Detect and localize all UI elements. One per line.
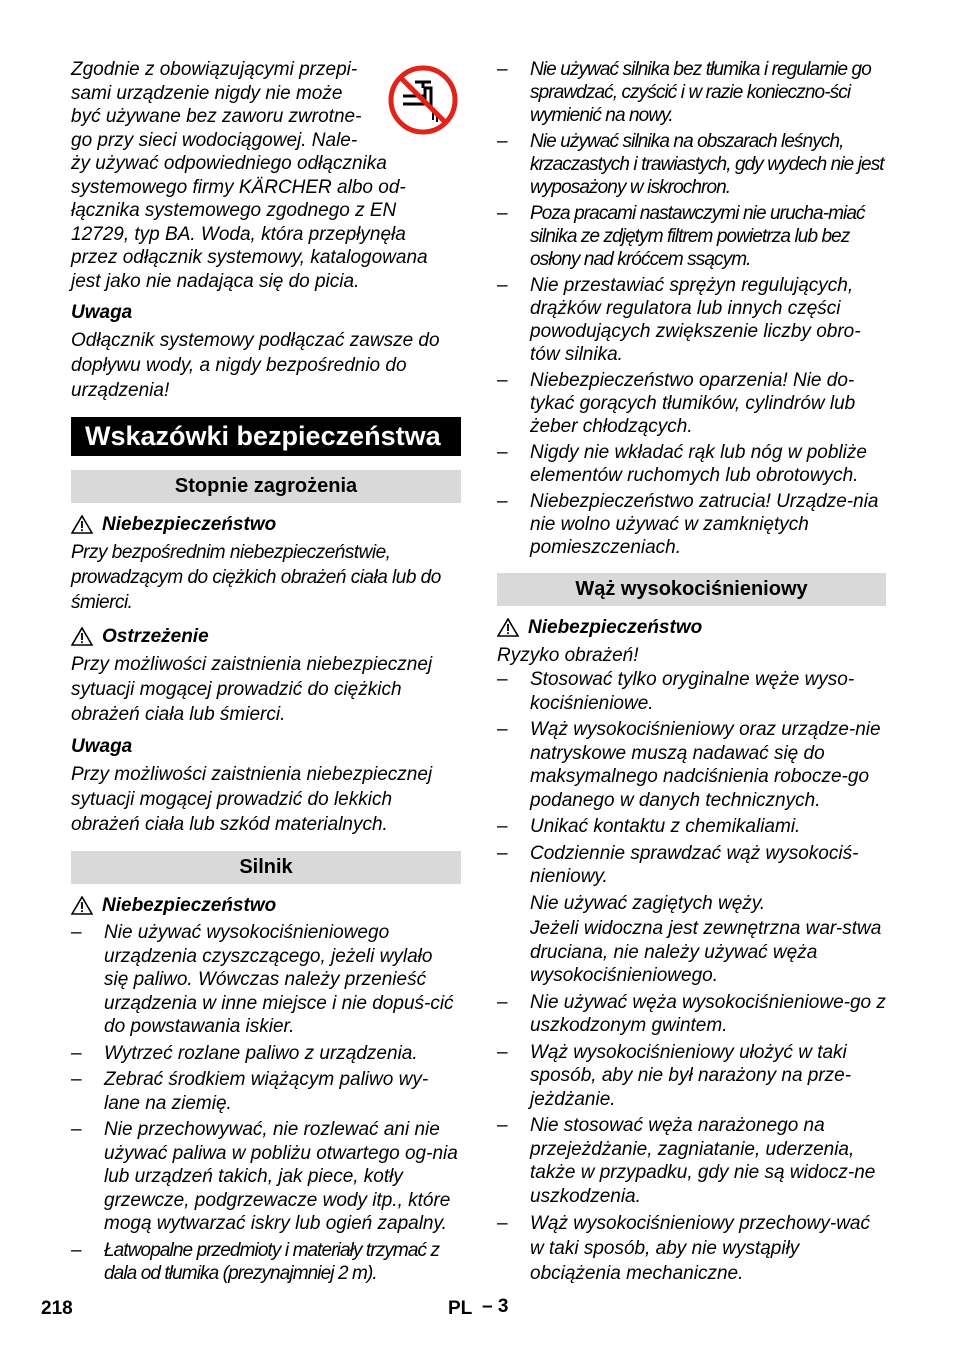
intro-line: przez odłącznik systemowy, katalogowana	[71, 247, 428, 268]
list-item: – Nie używać wysokociśnieniowego urządzenia czyszczącego, jeżeli wylało się paliwo. Wówczas należy przenieść urządzenia w inne miejsce i nie dopuś-cić do powstawania iskier.	[71, 922, 454, 1037]
warning-triangle-icon	[71, 627, 93, 646]
list-item: – Nie używać silnika bez tłumika i regularnie go sprawdzać, czyścić i w razie konieczno-ści wymienić na nowy.	[497, 59, 871, 126]
danger-label: Niebezpieczeństwo	[102, 514, 277, 535]
danger-heading	[71, 513, 461, 536]
intro-line: Zgodnie z obowiązującymi przepi-	[71, 59, 358, 80]
intro-section	[71, 58, 461, 293]
list-item: – Niebezpieczeństwo oparzenia! Nie do-tykać gorących tłumików, cylindrów lub żeber chłodzących.	[497, 370, 856, 437]
list-item: – Nigdy nie wkładać rąk lub nóg w pobliże elementów ruchomych lub obrotowych.	[497, 442, 867, 486]
list-item: – Poza pracami nastawczymi nie urucha-miać silnika ze zdjętym filtrem powietrza lub bez osłony nad króćcem ssącym.	[497, 203, 865, 270]
intro-line: 12729, typ BA. Woda, która przepłynęła	[71, 223, 406, 245]
list-item: – Zebrać środkiem wiążącym paliwo wy-lane na ziemię.	[71, 1069, 429, 1114]
intro-line: ży używać odpowiedniego odłącznika	[71, 153, 387, 174]
list-item: – Nie używać silnika na obszarach leśnych, krzaczastych i trawiastych, gdy wydech nie jest wyposażony w iskrochron.	[497, 131, 884, 198]
list-item: – Nie stosować węża narażonego na przejeżdżanie, zagniatanie, uderzenia, także w przypadku, gdy nie są widocz-ne uszkodzenia.	[497, 1115, 876, 1207]
warning-text: Przy możliwości zaistnienia niebezpiecznej sytuacji mogącej prowadzić do ciężkich obrażeń ciała lub śmierci.	[71, 654, 433, 725]
note-label: Uwaga	[71, 302, 133, 323]
hose-danger-label: Niebezpieczeństwo	[528, 617, 703, 638]
note-text: Odłącznik systemowy podłączać zawsze do dopływu wody, a nigdy bezpośrednio do urządzenia!	[71, 330, 440, 401]
list-item: – Wąż wysokociśnieniowy ułożyć w taki sposób, aby nie był narażony na prze-jeżdżanie.	[497, 1041, 852, 1110]
warning-triangle-icon	[71, 896, 93, 915]
intro-line: sami urządzenie nigdy nie może	[71, 82, 343, 104]
subsection-title-hazard-levels: Stopnie zagrożenia	[71, 470, 461, 503]
list-item: – Wytrzeć rozlane paliwo z urządzenia.	[71, 1042, 418, 1064]
hose-list-continued	[497, 991, 886, 1287]
list-item: – Wąż wysokociśnieniowy oraz urządze-nie natryskowe muszą nadawać się do maksymalnego nadciśnienia robocze-go podanego w danych technicznych.	[497, 719, 881, 811]
hose-risk-text: Ryzyko obrażeń!	[497, 645, 639, 666]
list-item: – Codziennie sprawdzać wąż wysokociś-nieniowy.	[497, 842, 859, 887]
engine-danger-heading	[71, 894, 461, 917]
subsection-title-hose: Wąż wysokociśnieniowy	[497, 573, 886, 606]
intro-line: łącznika systemowego zgodnego z EN	[71, 200, 397, 221]
no-drinking-water-icon	[387, 64, 459, 136]
intro-line: systemowego firmy KÄRCHER albo od-	[71, 176, 406, 198]
warning-triangle-icon	[497, 618, 519, 637]
warning-triangle-icon	[71, 515, 93, 534]
hose-list	[497, 668, 886, 889]
page-number: 218	[41, 1298, 73, 1319]
warning-label: Ostrzeżenie	[102, 626, 209, 647]
hose-subnote: Jeżeli widoczna jest zewnętrzna war-stwa druciana, nie należy używać węża wysokociśnieniowego.	[530, 918, 882, 986]
list-item: – Wąż wysokociśnieniowy przechowy-wać w taki sposób, aby nie wystąpiły obciążenia mechaniczne.	[497, 1213, 870, 1284]
intro-line: być używane bez zaworu zwrotne-	[71, 106, 362, 127]
language-code: PL	[448, 1298, 473, 1319]
list-item: – Nie używać węża wysokociśnieniowe-go z uszkodzonym gwintem.	[497, 991, 886, 1036]
section-title: Wskazówki bezpieczeństwa	[71, 417, 461, 456]
caution-text: Przy możliwości zaistnienia niebezpiecznej sytuacji mogącej prowadzić do lekkich obrażeń ciała lub szkód materialnych.	[71, 764, 433, 835]
hose-danger-heading	[497, 616, 886, 639]
list-item: – Niebezpieczeństwo zatrucia! Urządze-nia nie wolno używać w zamkniętych pomieszczeniach.	[497, 491, 879, 558]
list-item: – Unikać kontaktu z chemikaliami.	[497, 816, 801, 837]
list-item: – Nie przestawiać sprężyn regulujących, drążków regulatora lub innych części powodujących zwiększenie liczby obro-tów silnika.	[497, 275, 861, 365]
right-column	[497, 58, 886, 1289]
danger-text: Przy bezpośrednim niebezpieczeństwie, prowadzącym do ciężkich obrażeń ciała lub do śmierci.	[71, 542, 441, 613]
list-item: – Nie przechowywać, nie rozlewać ani nie używać paliwa w pobliżu otwartego og-nia lub urządzeń takich, jak piece, kotły grzewcze, podgrzewacze wody itp., które mogą wytwarzać iskry lub ogień zapalny.	[71, 1119, 458, 1234]
page-reference: – 3	[482, 1296, 509, 1317]
left-column	[71, 58, 461, 1289]
subsection-title-engine: Silnik	[71, 851, 461, 884]
hose-subnote: Nie używać zagiętych węży.	[530, 892, 766, 914]
engine-list	[71, 921, 461, 1286]
list-item: – Stosować tylko oryginalne węże wyso-kociśnieniowe.	[497, 669, 855, 714]
list-item: – Łatwopalne przedmioty i materiały trzymać z dala od tłumika (prezynajmniej 2 m).	[71, 1239, 440, 1284]
intro-line: jest jako nie nadająca się do picia.	[71, 270, 360, 292]
warning-heading	[71, 625, 461, 648]
intro-line: go przy sieci wodociągowej. Nale-	[71, 129, 358, 151]
engine-list-continued	[497, 58, 886, 559]
caution-label: Uwaga	[71, 736, 133, 757]
engine-danger-label: Niebezpieczeństwo	[102, 895, 277, 916]
